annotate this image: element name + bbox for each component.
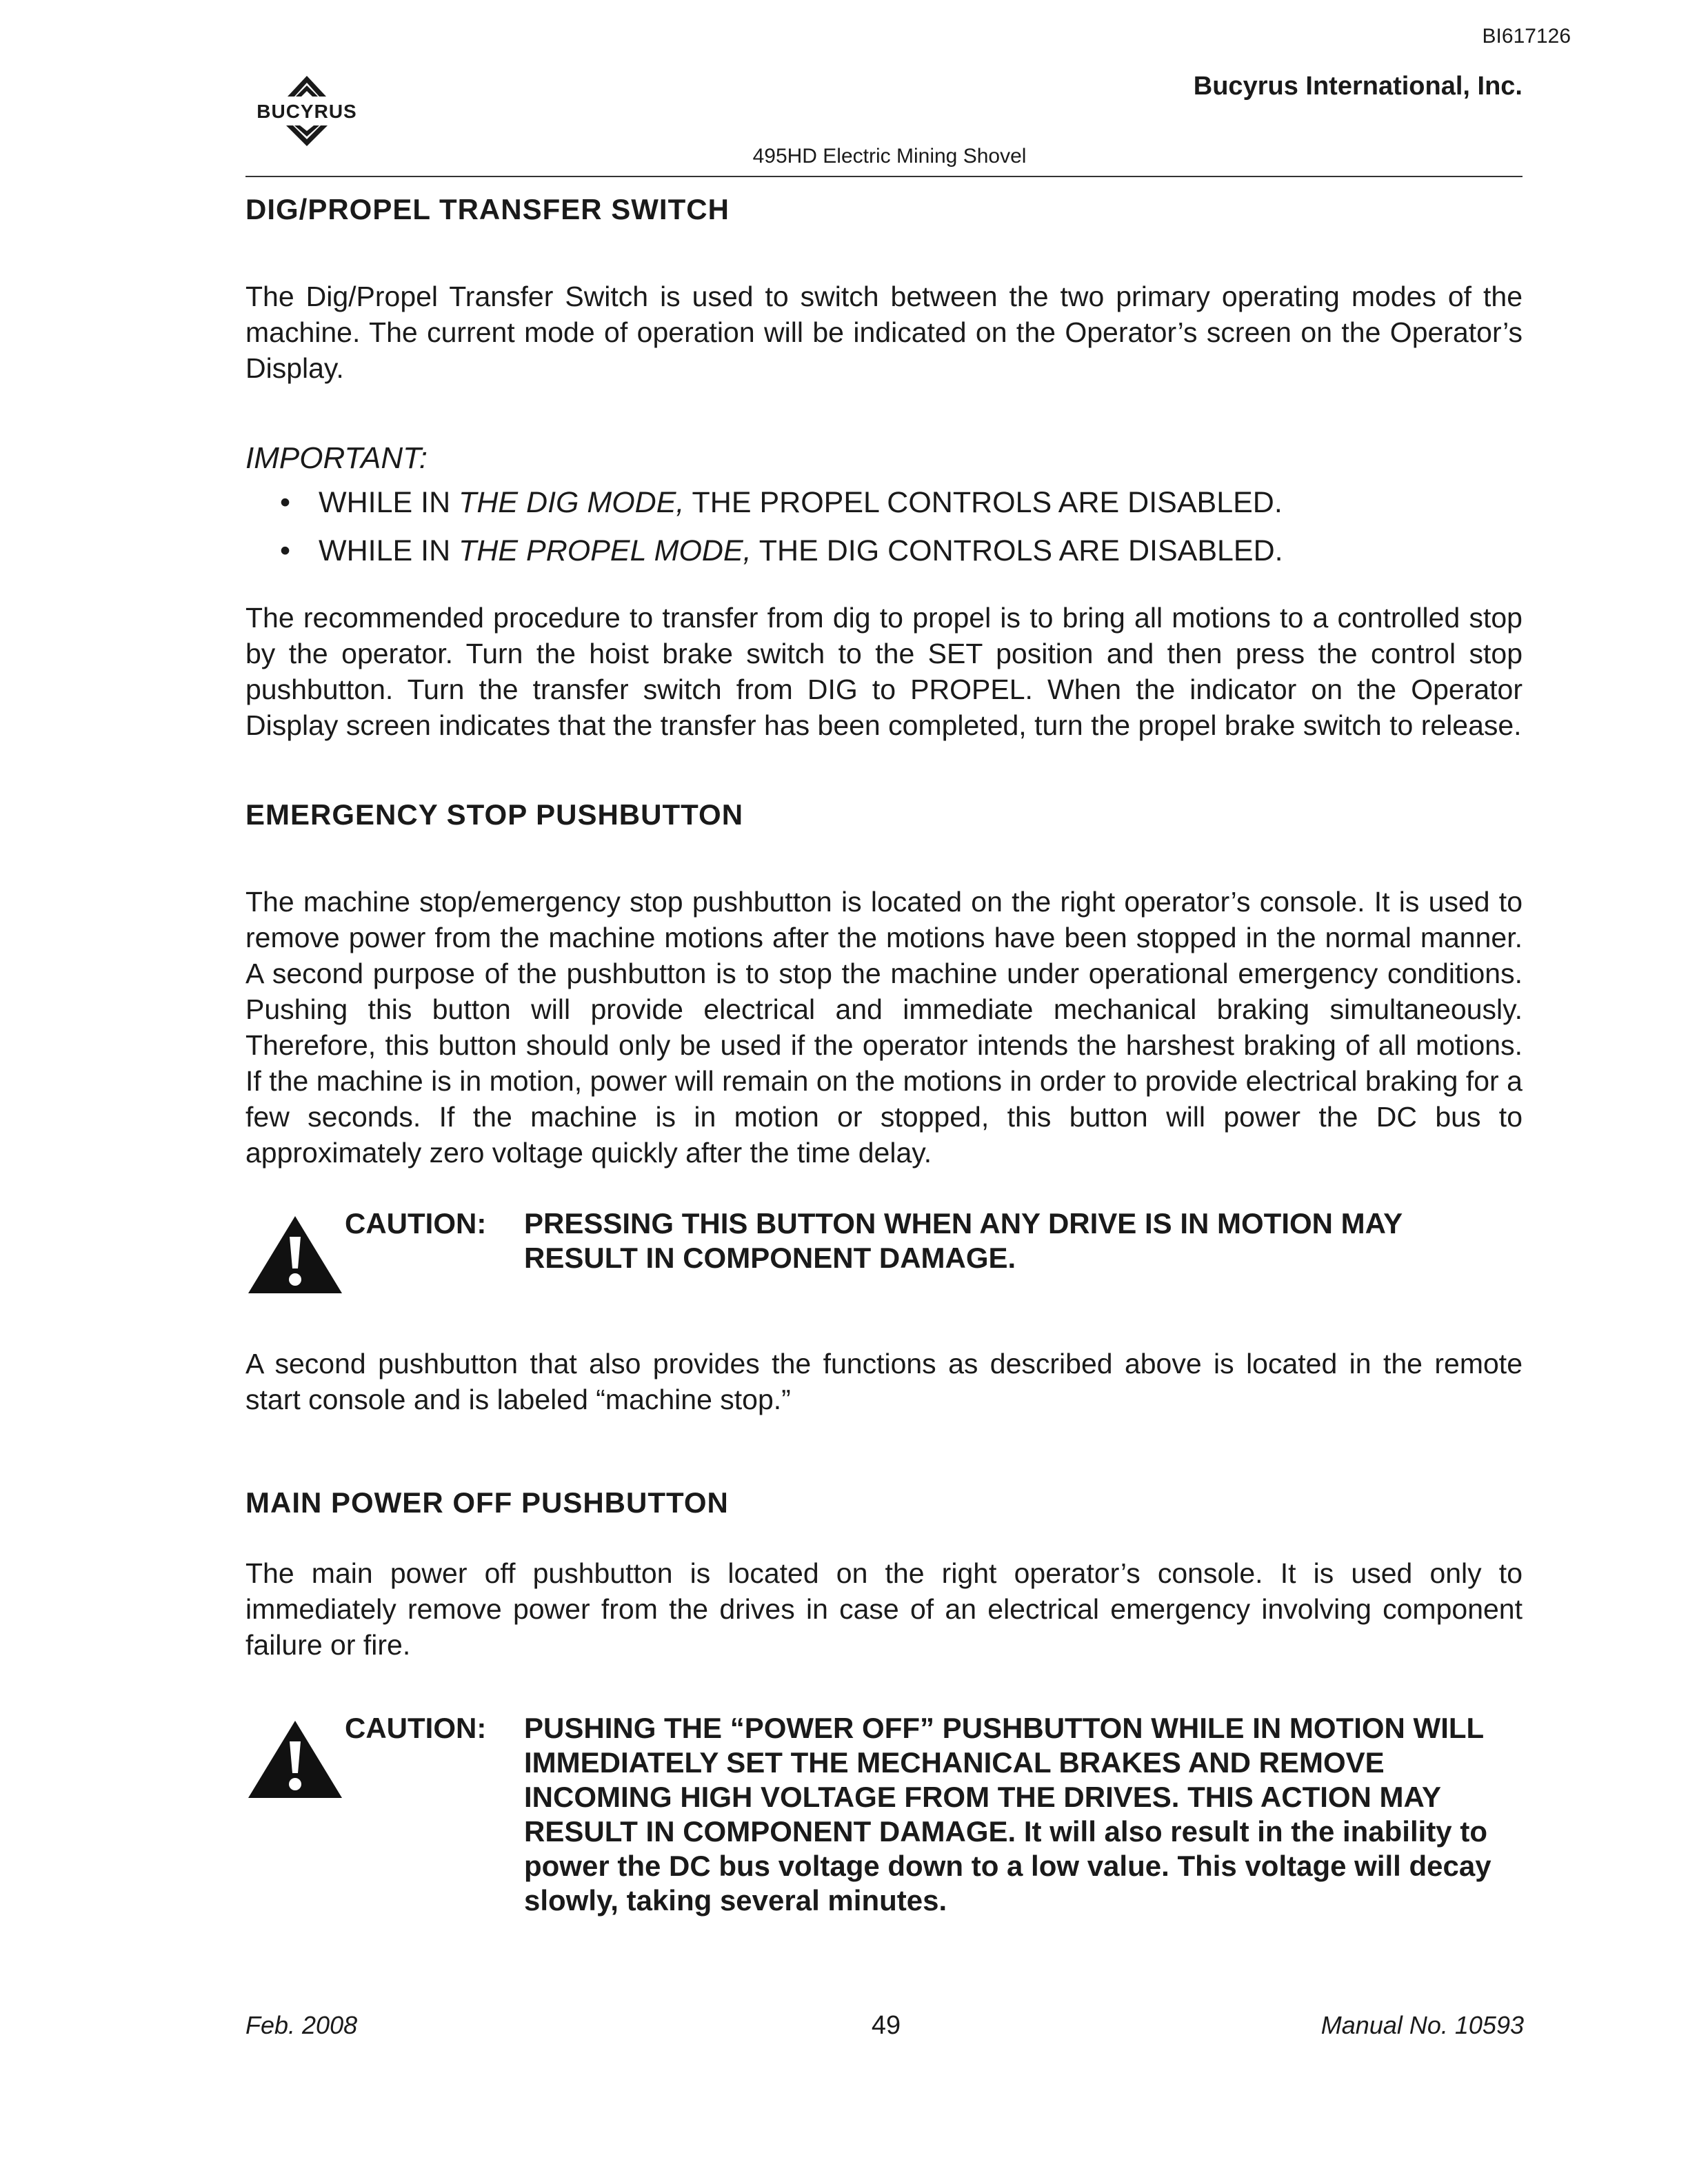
document-id: BI617126 bbox=[1482, 25, 1571, 48]
warning-triangle-icon bbox=[245, 1213, 345, 1296]
footer-manual-number: Manual No. 10593 bbox=[1320, 2011, 1524, 2039]
company-name: Bucyrus International, Inc. bbox=[1193, 72, 1523, 101]
list-item: • WHILE IN THE DIG MODE, THE PROPEL CONTROLS ARE DISABLED. bbox=[280, 486, 1283, 519]
caution-label: CAUTION: bbox=[345, 1207, 487, 1240]
footer-date: Feb. 2008 bbox=[245, 2011, 358, 2039]
paragraph-dig-propel-intro: The Dig/Propel Transfer Switch is used to switch between the two primary operating modes of the machine. The current mode of operation will be indicated on the Operator’s screen on the Operator’s Display. bbox=[245, 281, 1523, 384]
caution-text: PUSHING THE “POWER OFF” PUSHBUTTON WHILE IN MOTION WILL IMMEDIATELY SET THE MECHANICAL BRAKES AND REMOVE INCOMING HIGH VOLTAGE FROM THE DRIVES. THIS ACTION MAY RESULT IN COMPONENT DAMAGE. It will also result in the inability to power the DC bus voltage down to a low value. This voltage will decay slowly, taking several minutes. bbox=[524, 1712, 1491, 1917]
caution-main-power-off bbox=[245, 1711, 1523, 1918]
caution-text: PRESSING THIS BUTTON WHEN ANY DRIVE IS IN MOTION MAY RESULT IN COMPONENT DAMAGE. bbox=[524, 1207, 1403, 1274]
paragraph-second-pushbutton: A second pushbutton that also provides the functions as described above is located in the remote start console and is labeled “machine stop.” bbox=[245, 1348, 1523, 1415]
page-content bbox=[245, 190, 1523, 1918]
paragraph-main-power-off: The main power off pushbutton is located on the right operator’s console. It is used only to immediately remove power from the drives in case of an electrical emergency involving component failure or fire. bbox=[245, 1557, 1523, 1661]
important-label: IMPORTANT: bbox=[245, 441, 428, 475]
caution-label: CAUTION: bbox=[345, 1712, 487, 1744]
paragraph-emergency-stop: The machine stop/emergency stop pushbutton is located on the right operator’s console. It is used to remove power from the machine motions after the motions have been stopped in the normal manner. A second purpose of the pushbutton is to stop the machine under operational emergency conditions. Pushing this button will provide electrical and immediate mechanical braking simultaneously. Therefore, this button should only be used if the operator intends the harshest braking of all motions. If the machine is in motion, power will remain on the motions in order to provide electrical braking for a few seconds. If the machine is in motion or stopped, this button will power the DC bus to approximately zero voltage quickly after the time delay. bbox=[245, 886, 1523, 1169]
header-divider bbox=[245, 176, 1523, 177]
bucyrus-logo bbox=[245, 69, 369, 152]
important-list bbox=[245, 478, 1523, 575]
caution-emergency-stop bbox=[245, 1206, 1523, 1296]
list-item: • WHILE IN THE PROPEL MODE, THE DIG CONTROLS ARE DISABLED. bbox=[280, 534, 1283, 567]
footer-page-number: 49 bbox=[871, 2011, 901, 2040]
document-subtitle: 495HD Electric Mining Shovel bbox=[752, 145, 1027, 168]
heading-dig-propel: DIG/PROPEL TRANSFER SWITCH bbox=[245, 193, 730, 225]
heading-main-power-off: MAIN POWER OFF PUSHBUTTON bbox=[245, 1486, 729, 1519]
paragraph-transfer-procedure: The recommended procedure to transfer from dig to propel is to bring all motions to a controlled stop by the operator. Turn the hoist brake switch to the SET position and then press the control stop pushbutton. Turn the transfer switch from DIG to PROPEL. When the indicator on the Operator Display screen indicates that the transfer has been completed, turn the propel brake switch to release. bbox=[245, 602, 1523, 741]
warning-triangle-icon bbox=[245, 1718, 345, 1801]
logo-wordmark: BUCYRUS bbox=[257, 101, 357, 122]
heading-emergency-stop: EMERGENCY STOP PUSHBUTTON bbox=[245, 798, 744, 831]
